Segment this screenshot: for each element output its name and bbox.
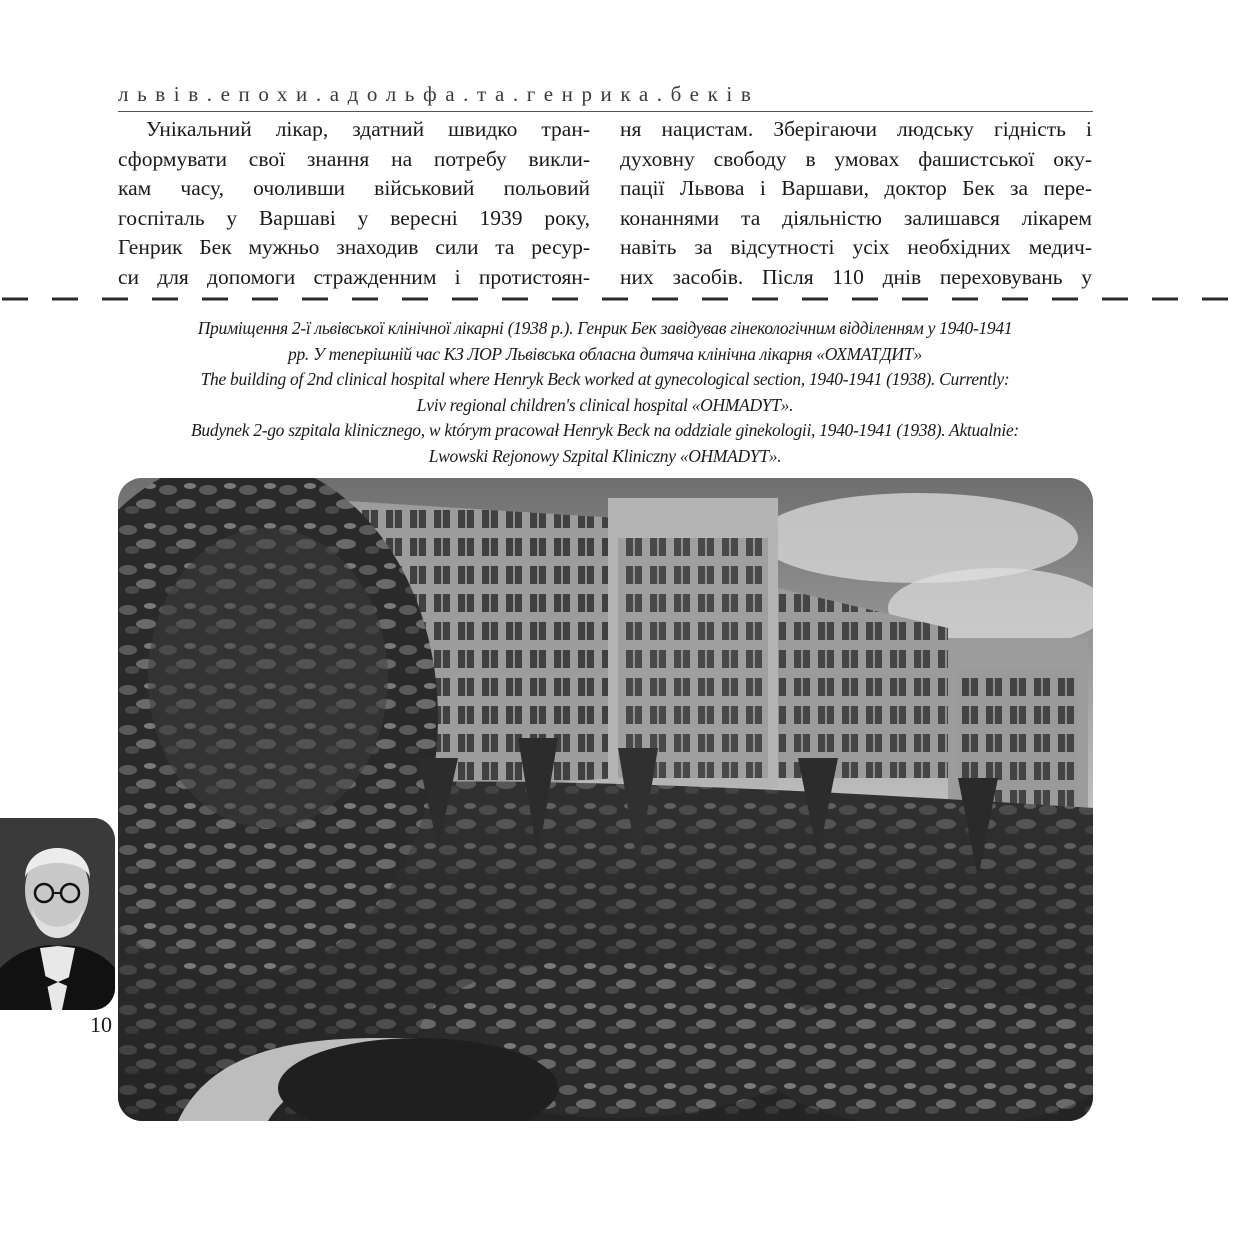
hospital-photo-image [118, 478, 1093, 1121]
caption-line: рр. У теперішній час КЗ ЛОР Львівська обласна дитяча клінічна лікарня «ОХМАТДИТ» [288, 343, 922, 364]
body-line: госпіталь у Варшаві у вересні 1939 року, [118, 205, 590, 230]
caption-line: The building of 2nd clinical hospital where Henryk Beck worked at gynecological section, 1940-1941 (1938). Currently: [200, 369, 1010, 390]
portrait-image [0, 818, 115, 1010]
photo-caption [100, 316, 1110, 470]
page-number: 10 [90, 1012, 112, 1037]
body-line: кам часу, очоливши військовий польовий [118, 176, 590, 200]
caption-line: Lviv regional children's clinical hospital «OHMADYT». [416, 394, 794, 415]
dashed-separator [0, 297, 1241, 301]
body-line: Генрик Бек мужньо знаходив сили та ресур- [118, 235, 590, 259]
body-line: конаннями та діяльністю залишався лікарем [620, 205, 1092, 230]
portrait-photo [0, 818, 115, 1010]
body-line: сформувати свої знання на потребу викли- [118, 146, 590, 171]
caption-line: Приміщення 2-ї львівської клінічної лікарні (1938 р.). Генрик Бек завідував гінекологічним відділенням у 1940-1941 [197, 318, 1013, 338]
body-column-right [620, 115, 1092, 292]
running-header: львів.епохи.адольфа.та.генрика.беків [118, 82, 760, 106]
body-column-left [118, 115, 590, 292]
body-line: си для допомоги стражденним і протистоян- [118, 264, 590, 289]
body-line: духовну свободу в умовах фашистської оку- [620, 146, 1092, 171]
caption-line: Lwowski Rejonowy Szpital Kliniczny «OHMADYT». [428, 445, 782, 466]
body-line: навіть за відсутності усіх необхідних медич- [620, 235, 1092, 259]
body-line: пації Львова і Варшави, доктор Бек за пере- [620, 176, 1092, 200]
body-line: Унікальний лікар, здатний швидко тран- [146, 117, 590, 141]
body-line: них засобів. Після 110 днів переховувань у [620, 264, 1092, 289]
hospital-photo [118, 478, 1093, 1121]
body-line: ня нацистам. Зберігаючи людську гідність і [620, 117, 1092, 141]
caption-line: Budynek 2-go szpitala klinicznego, w którym pracował Henryk Beck na oddziale ginekologii, 1940-1941 (1938). Aktualnie: [191, 420, 1019, 441]
header-rule [118, 111, 1093, 112]
